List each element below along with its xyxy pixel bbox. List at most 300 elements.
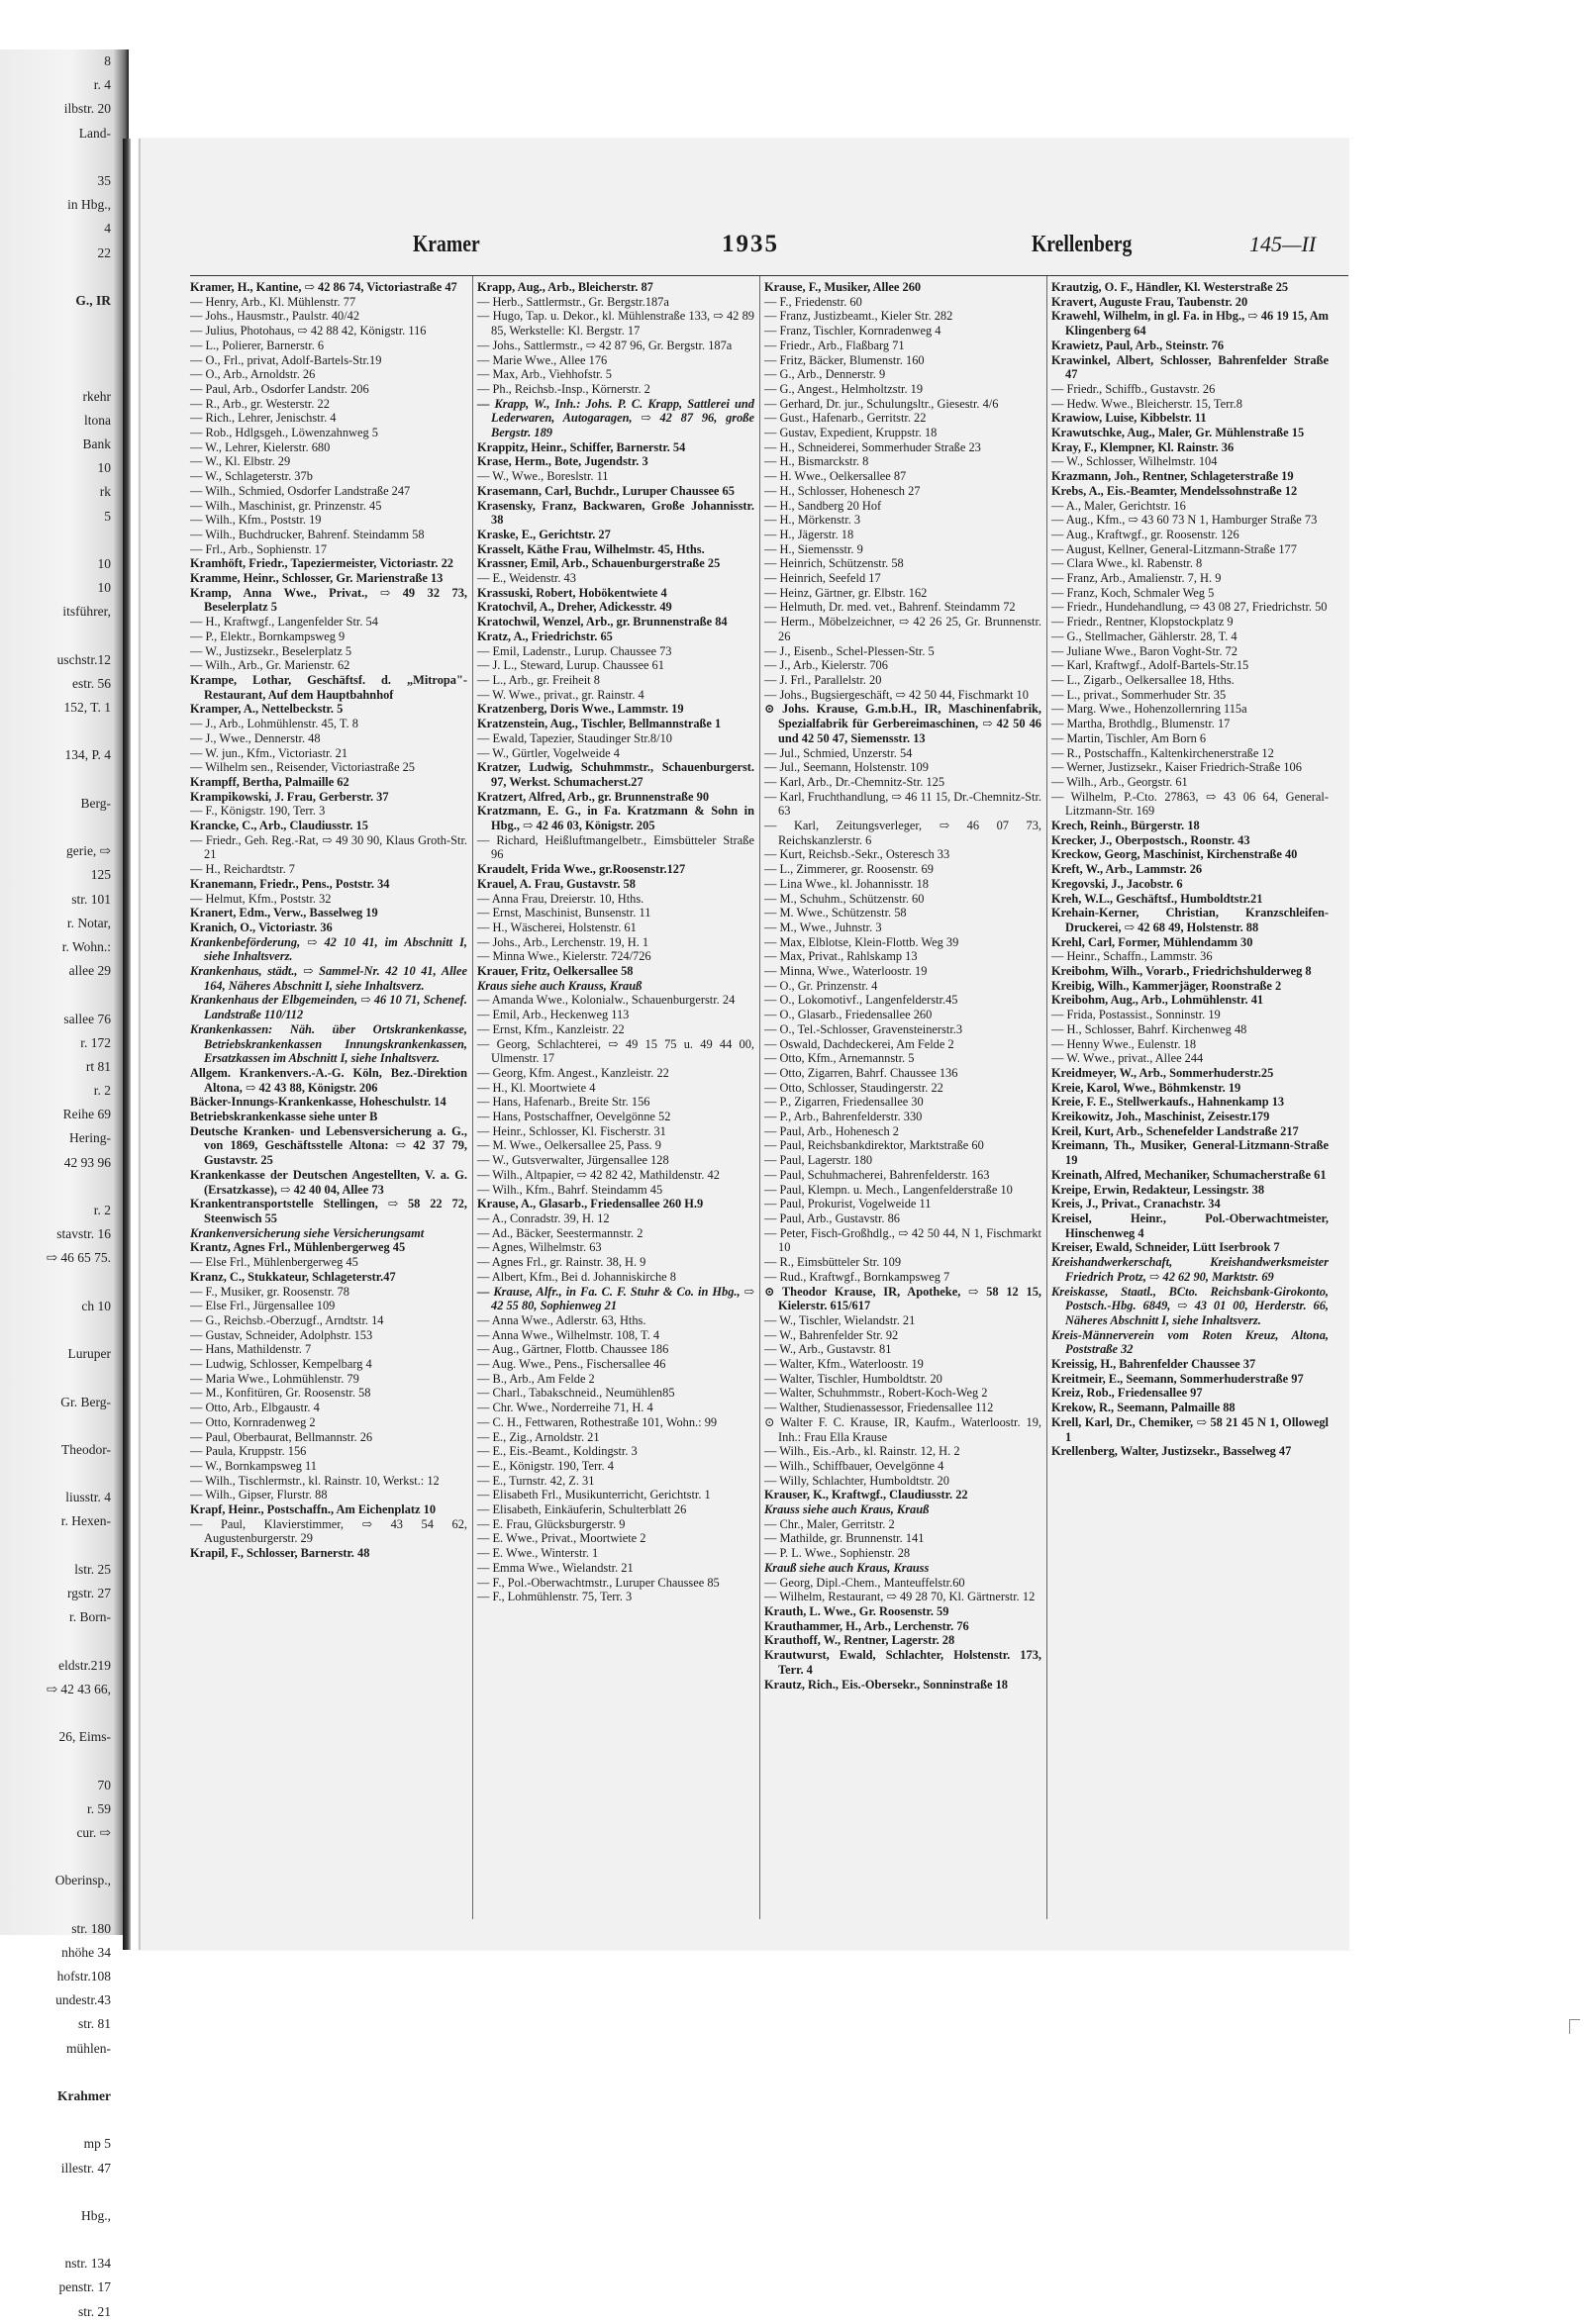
directory-entry: Krancke, C., Arb., Claudiusstr. 15 — [190, 819, 368, 833]
adjacent-page-fragment: Krahmer — [57, 2087, 111, 2103]
directory-entry: Kraudelt, Frida Wwe., gr.Roosenstr.127 — [477, 862, 686, 877]
directory-entry: — Clara Wwe., kl. Rabenstr. 8 — [1051, 556, 1203, 571]
directory-entry: — Frida, Postassist., Sonninstr. 19 — [1051, 1008, 1221, 1022]
directory-entry: — Wilh., Maschinist, gr. Prinzenstr. 45 — [190, 498, 382, 513]
directory-entry: — G., Stellmacher, Gählerstr. 28, T. 4 — [1051, 629, 1238, 643]
directory-entry: — M., Konfitüren, Gr. Roosenstr. 58 — [190, 1386, 371, 1401]
directory-entry: Krauss siehe auch Kraus, Krauß — [764, 1502, 930, 1517]
adjacent-page-fragment: 70 — [97, 1777, 111, 1792]
adjacent-page-fragment: 22 — [97, 244, 111, 260]
directory-entry: — E. Frau, Glücksburgerstr. 9 — [477, 1516, 626, 1531]
adjacent-page-fragment — [0, 1845, 129, 1869]
adjacent-page-fragment: 5 — [104, 508, 111, 524]
directory-entry: — Gerhard, Dr. jur., Schulungsltr., Giesestr. 4/6 — [764, 396, 999, 411]
adjacent-page-fragment — [0, 1271, 129, 1295]
directory-entry: — E. Wwe., Winterstr. 1 — [477, 1546, 599, 1561]
directory-entry: — Martin, Tischler, Am Born 6 — [1051, 730, 1207, 745]
directory-entry: Krase, Herm., Bote, Jugendstr. 3 — [477, 454, 648, 469]
directory-entry: Krautwurst, Ewald, Schlachter, Holstenstr. 173, Terr. 4 — [764, 1648, 1041, 1677]
adjacent-page-fragment: illestr. 47 — [60, 2160, 111, 2176]
header-year: 1935 — [722, 231, 779, 257]
adjacent-page-fragment: ⇨ 46 65 75. — [46, 1250, 111, 1266]
directory-entry: — W., Justizsekr., Beselerplatz 5 — [190, 643, 352, 658]
adjacent-page-fragment — [0, 2228, 129, 2252]
column-divider — [1046, 276, 1047, 1919]
adjacent-page-fragment: str. 180 — [71, 1920, 111, 1936]
directory-entry: Kratzert, Alfred, Arb., gr. Brunnenstraße 90 — [477, 789, 710, 804]
directory-entry: — Wilhelm sen., Reisender, Victoriastraße 25 — [190, 760, 415, 775]
adjacent-page-fragment: 134, P. 4 — [64, 747, 111, 763]
adjacent-page-fragment: allee 29 — [68, 963, 111, 979]
directory-entry: — O., Gr. Prinzenstr. 4 — [764, 978, 878, 993]
directory-entry: Kranemann, Friedr., Pens., Poststr. 34 — [190, 876, 390, 891]
adjacent-page-fragment: liusstr. 4 — [65, 1490, 111, 1505]
entry-columns — [190, 275, 1348, 1919]
directory-entry: — Johs., Hausmstr., Paulstr. 40/42 — [190, 309, 360, 324]
directory-entry: — Herm., Möbelzeichner, ⇨ 42 26 25, Gr. Brunnenstr. 26 — [764, 615, 1041, 643]
adjacent-page-fragment: r. 4 — [93, 77, 111, 93]
directory-entry: — Karl, Arb., Dr.-Chemnitz-Str. 125 — [764, 774, 945, 789]
directory-entry: Kreis, J., Privat., Cranachstr. 34 — [1051, 1197, 1221, 1211]
directory-entry: Krapf, Heinr., Postschaffn., Am Eichenplatz 10 — [190, 1502, 437, 1517]
directory-entry: — W., Schlosser, Wilhelmstr. 104 — [1051, 454, 1218, 469]
adjacent-page-fragment: 10 — [97, 460, 111, 476]
directory-entry: — Paul, Reichsbankdirektor, Marktstraße 60 — [764, 1138, 984, 1153]
directory-entry: — Wilh., Kfm., Poststr. 19 — [190, 513, 322, 528]
directory-entry: Kratzenberg, Doris Wwe., Lammstr. 19 — [477, 702, 684, 717]
directory-entry: Krasensky, Franz, Backwaren, Große Johannisstr. 38 — [477, 498, 754, 528]
directory-entry: — Herb., Sattlermstr., Gr. Bergstr.187a — [477, 294, 669, 309]
directory-entry: — Rob., Hdlgsgeh., Löwenzahnweg 5 — [190, 426, 378, 440]
directory-entry: — H., Schlosser, Hohenesch 27 — [764, 483, 921, 498]
adjacent-page-fragment: r. 2 — [93, 1083, 111, 1099]
adjacent-page-fragment: Luruper — [67, 1346, 111, 1362]
directory-entry: — Marie Wwe., Allee 176 — [477, 352, 608, 367]
adjacent-page-fragment: lstr. 25 — [74, 1561, 111, 1577]
adjacent-page-fragment: rk — [99, 484, 111, 500]
directory-entry: — M., Wwe., Juhnstr. 3 — [764, 920, 882, 934]
directory-entry: Krankenversicherung siehe Versicherungsamt — [190, 1225, 425, 1240]
adjacent-page-fragment — [0, 145, 129, 169]
directory-entry: — Franz, Koch, Schmaler Weg 5 — [1051, 585, 1215, 600]
directory-entry: — B., Arb., Am Felde 2 — [477, 1371, 595, 1386]
directory-entry: — G., Reichsb.-Oberzugf., Arndtstr. 14 — [190, 1312, 384, 1327]
directory-entry: Kreishandwerkerschaft, Kreishandwerksmeister Friedrich Protz, ⇨ 42 62 90, Marktstr. 69 — [1051, 1255, 1329, 1284]
adjacent-page-fragment: Gr. Berg- — [60, 1394, 111, 1409]
adjacent-page-fragment: 8 — [104, 53, 111, 68]
directory-entry: — Elisabeth Frl., Musikunterricht, Gerichtstr. 1 — [477, 1488, 711, 1502]
directory-entry: — Wilh., Eis.-Arb., kl. Rainstr. 12, H. 2 — [764, 1444, 960, 1459]
directory-entry: — Hans, Hafenarb., Breite Str. 156 — [477, 1095, 650, 1110]
adjacent-page-fragment — [0, 1414, 129, 1438]
directory-entry: Krassner, Emil, Arb., Schauenburgerstraße 25 — [477, 556, 721, 571]
directory-entry: — M. Wwe., Schützenstr. 58 — [764, 906, 907, 920]
directory-entry: — Else Frl., Mühlenbergerweg 45 — [190, 1255, 358, 1270]
directory-entry: — L., Zigarb., Oelkersallee 18, Hths. — [1051, 672, 1235, 687]
adjacent-page-fragment — [0, 1366, 129, 1390]
directory-entry: — J., Eisenb., Schel-Plessen-Str. 5 — [764, 643, 935, 658]
adjacent-page-fragment — [0, 1175, 129, 1199]
column-divider — [759, 276, 760, 1919]
adjacent-page-fragment: Reihe 69 — [62, 1107, 111, 1122]
adjacent-page-fragment: rt 81 — [85, 1058, 111, 1074]
directory-entry: — Paula, Kruppstr. 156 — [190, 1444, 307, 1459]
directory-entry: — Oswald, Dachdeckerei, Am Felde 2 — [764, 1036, 954, 1051]
column-2 — [477, 280, 754, 1923]
adjacent-page-fragment — [0, 313, 129, 337]
directory-entry: Kreipe, Erwin, Redakteur, Lessingstr. 38 — [1051, 1182, 1265, 1197]
directory-entry: — Hugo, Tap. u. Dekor., kl. Mühlenstraße 133, ⇨ 42 89 85, Werkstelle: Kl. Bergstr. 17 — [477, 309, 754, 339]
directory-entry: — Chr. Wwe., Norderreihe 71, H. 4 — [477, 1401, 653, 1415]
adjacent-page-fragment: stavstr. 16 — [56, 1226, 111, 1242]
directory-entry: — Jul., Seemann, Holstenstr. 109 — [764, 760, 929, 775]
directory-entry: Kreiz, Rob., Friedensallee 97 — [1051, 1386, 1203, 1401]
directory-entry: Kreie, F. E., Stellwerkaufs., Hahnenkamp 13 — [1051, 1095, 1285, 1110]
directory-entry: — Rich., Lehrer, Jenischstr. 4 — [190, 411, 337, 426]
adjacent-page-fragment: eldstr.219 — [58, 1657, 111, 1673]
directory-entry: — C. H., Fettwaren, Rothestraße 101, Wohn.: 99 — [477, 1414, 718, 1429]
adjacent-page-fragment: cur. ⇨ — [76, 1824, 111, 1840]
directory-entry: — Hans, Postschaffner, Oevelgönne 52 — [477, 1110, 671, 1124]
directory-entry: — Georg, Kfm. Angest., Kanzleistr. 22 — [477, 1065, 669, 1080]
directory-entry: — Friedr., Geh. Reg.-Rat, ⇨ 49 30 90, Klaus Groth-Str. 21 — [190, 832, 467, 862]
directory-entry: — H., Schneiderei, Sommerhuder Straße 23 — [764, 439, 981, 454]
adjacent-page-fragment: in Hbg., — [67, 197, 111, 213]
adjacent-page-fragment — [0, 1318, 129, 1342]
directory-entry: Krampff, Bertha, Palmaille 62 — [190, 774, 349, 789]
directory-entry: — Walter, Kfm., Waterloostr. 19 — [764, 1357, 924, 1372]
directory-entry: — Gustav, Schneider, Adolphstr. 153 — [190, 1327, 373, 1342]
directory-entry: — Karl, Fruchthandlung, ⇨ 46 11 15, Dr.-Chemnitz-Str. 63 — [764, 789, 1041, 819]
adjacent-page-fragment: 4 — [104, 221, 111, 237]
directory-entry: — Ludwig, Schlosser, Kempelbarg 4 — [190, 1357, 372, 1372]
directory-entry: ⊙ Walter F. C. Krause, IR, Kaufm., Waterloostr. 19, Inh.: Frau Ella Krause — [764, 1414, 1041, 1444]
directory-entry: — Aug., Gärtner, Flottb. Chaussee 186 — [477, 1342, 669, 1357]
directory-entry: Krehain-Kerner, Christian, Kranzschleifen-Druckerei, ⇨ 42 68 49, Holstenstr. 88 — [1051, 906, 1329, 934]
directory-entry: Krankenhaus der Elbgemeinden, ⇨ 46 10 71, Schenef. Landstraße 110/112 — [190, 993, 467, 1022]
directory-entry: — Paul, Lagerstr. 180 — [764, 1153, 873, 1168]
directory-entry: Kraske, E., Gerichtstr. 27 — [477, 527, 611, 541]
directory-entry: — Albert, Kfm., Bei d. Johanniskirche 8 — [477, 1269, 676, 1284]
header-last-entry: Krellenberg — [1032, 232, 1133, 257]
adjacent-page-fragment: 125 — [90, 867, 111, 883]
adjacent-page-fragment — [0, 360, 129, 384]
directory-entry: Krankentransportstelle Stellingen, ⇨ 58 22 72, Steenwisch 55 — [190, 1197, 467, 1225]
directory-entry: Krasemann, Carl, Buchdr., Luruper Chaussee 65 — [477, 483, 735, 498]
directory-entry: — Walther, Studienassessor, Friedensallee 112 — [764, 1401, 994, 1415]
directory-entry: ⊙ Johs. Krause, G.m.b.H., IR, Maschinenfabrik, Spezialfabrik für Gerbereimaschinen, ⇨ 42 50 46 und 42 50 47, Siemensstr. 13 — [764, 702, 1041, 745]
directory-entry: Kreissig, H., Bahrenfelder Chaussee 37 — [1051, 1357, 1256, 1372]
directory-entry: — P. L. Wwe., Sophienstr. 28 — [764, 1546, 911, 1561]
directory-entry: — Marg. Wwe., Hohenzollernring 115a — [1051, 702, 1247, 717]
directory-entry: — Frl., Arb., Sophienstr. 17 — [190, 541, 328, 556]
directory-entry: — Kurt, Reichsb.-Sekr., Osteresch 33 — [764, 847, 950, 862]
directory-entry: Kramhöft, Friedr., Tapeziermeister, Victoriastr. 22 — [190, 556, 454, 571]
directory-entry: — A., Maler, Gerichtstr. 16 — [1051, 498, 1186, 513]
directory-entry: — L., privat., Sommerhuder Str. 35 — [1051, 687, 1227, 702]
directory-entry: — Ewald, Tapezier, Staudinger Str.8/10 — [477, 730, 672, 745]
directory-entry: — W., Lehrer, Kielerstr. 680 — [190, 439, 331, 454]
adjacent-page-fragment: r. 172 — [80, 1034, 111, 1050]
directory-entry: Krekow, R., Seemann, Palmaille 88 — [1051, 1401, 1236, 1415]
directory-entry: — H., Schlosser, Bahrf. Kirchenweg 48 — [1051, 1021, 1247, 1036]
scan-corner-mark — [1569, 2019, 1580, 2034]
directory-entry: — Karl, Kraftwgf., Adolf-Bartels-Str.15 — [1051, 658, 1249, 673]
adjacent-page-fragment — [0, 265, 129, 289]
directory-entry: — W., Bahrenfelder Str. 92 — [764, 1327, 899, 1342]
directory-entry: — Wilh., Altpapier, ⇨ 42 82 42, Mathildenstr. 42 — [477, 1167, 720, 1182]
directory-entry: Krampe, Lothar, Geschäftsf. d. „Mitropa"-Restaurant, Auf dem Hauptbahnhof — [190, 672, 467, 702]
adjacent-page-fragment: gerie, ⇨ — [65, 843, 111, 859]
directory-entry: — Paul, Arb., Hohenesch 2 — [764, 1123, 899, 1138]
directory-entry: Krehl, Carl, Former, Mühlendamm 30 — [1051, 934, 1253, 949]
adjacent-page-fragment — [0, 1462, 129, 1486]
directory-entry: — Franz, Arb., Amalienstr. 7, H. 9 — [1051, 571, 1222, 586]
directory-entry: — Wilhelm, Restaurant, ⇨ 49 28 70, Kl. Gärtnerstr. 12 — [764, 1590, 1036, 1604]
directory-entry: Krazmann, Joh., Rentner, Schlageterstraße 19 — [1051, 469, 1294, 484]
directory-entry: Krellenberg, Walter, Justizsekr., Basselweg 47 — [1051, 1444, 1292, 1459]
directory-entry: ⊙ Theodor Krause, IR, Apotheke, ⇨ 58 12 15, Kielerstr. 615/617 — [764, 1284, 1041, 1313]
directory-entry: — Juliane Wwe., Baron Voght-Str. 72 — [1051, 643, 1238, 658]
directory-entry: — Fritz, Bäcker, Blumenstr. 160 — [764, 352, 925, 367]
directory-entry: — Werner, Justizsekr., Kaiser Friedrich-Straße 106 — [1051, 760, 1302, 775]
adjacent-page-fragment: Hering- — [69, 1130, 111, 1146]
adjacent-page-fragment — [0, 2061, 129, 2084]
directory-entry: — R., Arb., gr. Westerstr. 22 — [190, 396, 330, 411]
header-first-entry: Kramer — [413, 232, 480, 257]
directory-entry: — W. Wwe., privat., gr. Rainstr. 4 — [477, 687, 644, 702]
directory-entry: — Franz, Tischler, Kornradenweg 4 — [764, 324, 941, 339]
directory-entry: — Gust., Hafenarb., Gerritstr. 22 — [764, 411, 927, 426]
adjacent-page-fragment: str. 101 — [71, 891, 111, 907]
directory-entry: — Otto, Kfm., Arnemannstr. 5 — [764, 1051, 915, 1066]
directory-entry: Kreckow, Georg, Maschinist, Kirchenstraße 40 — [1051, 847, 1298, 862]
directory-entry: — Heinr., Schaffn., Lammstr. 36 — [1051, 949, 1213, 964]
adjacent-page-fragment: G., IR — [75, 292, 111, 308]
directory-entry: — E., Weidenstr. 43 — [477, 571, 576, 586]
adjacent-page-fragment: r. Wohn.: — [61, 938, 111, 954]
directory-entry: — W., Arb., Gustavstr. 81 — [764, 1342, 892, 1357]
directory-entry: — Paul, Schuhmacherei, Bahrenfelderstr. 163 — [764, 1167, 990, 1182]
directory-entry: — Otto, Arb., Elbgaustr. 4 — [190, 1401, 320, 1415]
directory-entry: Krawietz, Paul, Arb., Steinstr. 76 — [1051, 338, 1225, 352]
directory-entry: — Wilh., Gipser, Flurstr. 88 — [190, 1488, 328, 1502]
directory-entry: — G., Arb., Dennerstr. 9 — [764, 367, 886, 382]
directory-entry: — H., Reichardtstr. 7 — [190, 862, 295, 877]
directory-entry: — H. Wwe., Oelkersallee 87 — [764, 469, 907, 484]
directory-entry: — Paul, Prokurist, Vogelweide 11 — [764, 1197, 932, 1211]
directory-entry: Krauel, A. Frau, Gustavstr. 58 — [477, 876, 636, 891]
directory-entry: Krauser, K., Kraftwgf., Claudiusstr. 22 — [764, 1488, 968, 1502]
directory-entry: — H., Siemensstr. 9 — [764, 541, 863, 556]
adjacent-page-fragment: r. Hexen- — [60, 1513, 111, 1529]
adjacent-page-fragment: uschstr.12 — [56, 651, 111, 667]
adjacent-page-fragment: r. Notar, — [66, 915, 111, 930]
adjacent-page-fragment: 35 — [97, 172, 111, 188]
directory-entry: — F., Lohmühlenstr. 75, Terr. 3 — [477, 1590, 633, 1604]
directory-entry: — W., Schlageterstr. 37b — [190, 469, 313, 484]
directory-entry: Kreisel, Heinr., Pol.-Oberwachtmeister, Hinschenweg 4 — [1051, 1211, 1329, 1240]
directory-entry: Kray, F., Klempner, Kl. Rainstr. 36 — [1051, 439, 1235, 454]
directory-entry: Kreibig, Wilh., Kammerjäger, Roonstraße 2 — [1051, 978, 1282, 993]
directory-entry: — Karl, Zeitungsverleger, ⇨ 46 07 73, Reichskanzlerstr. 6 — [764, 819, 1041, 847]
directory-entry: — Anna Wwe., Wilhelmstr. 108, T. 4 — [477, 1327, 660, 1342]
directory-entry: — Wilh., Kfm., Bahrf. Steindamm 45 — [477, 1182, 663, 1197]
adjacent-page-fragment — [0, 337, 129, 360]
directory-entry: — F., Königstr. 190, Terr. 3 — [190, 804, 326, 819]
directory-entry: Kreitmeir, E., Seemann, Sommerhuderstraße 97 — [1051, 1371, 1304, 1386]
directory-entry: — Walter, Schuhmmstr., Robert-Koch-Weg 2 — [764, 1386, 988, 1401]
directory-entry: — Jul., Schmied, Unzerstr. 54 — [764, 745, 913, 760]
directory-entry: Krapp, Aug., Arb., Bleicherstr. 87 — [477, 280, 653, 294]
directory-entry: Krawiow, Luise, Kibbelstr. 11 — [1051, 411, 1207, 426]
directory-entry: — Franz, Justizbeamt., Kieler Str. 282 — [764, 309, 953, 324]
directory-entry: — August, Kellner, General-Litzmann-Straße 177 — [1051, 541, 1297, 556]
adjacent-page-fragment: rkehr — [82, 388, 111, 404]
directory-entry: — Lina Wwe., kl. Johannisstr. 18 — [764, 876, 929, 891]
directory-entry: — Martha, Brothdlg., Blumenstr. 17 — [1051, 717, 1231, 731]
directory-entry: — Minna, Wwe., Waterloostr. 19 — [764, 964, 928, 979]
directory-entry: — W., Tischler, Wielandstr. 21 — [764, 1312, 916, 1327]
directory-entry: — Ernst, Kfm., Kanzleistr. 22 — [477, 1021, 625, 1036]
directory-entry: Krech, Reinh., Bürgerstr. 18 — [1051, 819, 1200, 833]
directory-entry: — Johs., Sattlermstr., ⇨ 42 87 96, Gr. Bergstr. 187a — [477, 338, 733, 352]
directory-entry: — Helmuth, Dr. med. vet., Bahrenf. Steindamm 72 — [764, 600, 1016, 615]
directory-entry: — Agnes Frl., gr. Rainstr. 38, H. 9 — [477, 1255, 646, 1270]
directory-entry: — Amanda Wwe., Kolonialw., Schauenburgerstr. 24 — [477, 993, 736, 1008]
adjacent-page-fragment — [0, 529, 129, 552]
directory-entry: Betriebskrankenkasse siehe unter B — [190, 1110, 378, 1124]
directory-entry: Krebs, A., Eis.-Beamter, Mendelssohnstraße 12 — [1051, 483, 1298, 498]
directory-entry: — Hans, Mathildenstr. 7 — [190, 1342, 312, 1357]
directory-entry: Kreh, W.L., Geschäftsf., Humboldtstr.21 — [1051, 891, 1263, 906]
directory-entry: — H., Jägerstr. 18 — [764, 527, 854, 541]
directory-entry: — R., Eimsbütteler Str. 109 — [764, 1255, 902, 1270]
column-3 — [764, 280, 1041, 1923]
directory-entry: — R., Postschaffn., Kaltenkirchenerstraße 12 — [1051, 745, 1274, 760]
directory-entry: — L., Arb., gr. Freiheit 8 — [477, 672, 600, 687]
directory-entry: — Paul, Oberbaurat, Bellmannstr. 26 — [190, 1429, 373, 1444]
directory-entry: — Wilh., Schiffbauer, Oevelgönne 4 — [764, 1458, 944, 1473]
directory-entry: Krecker, J., Oberpostsch., Roonstr. 43 — [1051, 832, 1250, 847]
directory-entry: — Chr., Maler, Gerritstr. 2 — [764, 1516, 895, 1531]
directory-entry: Deutsche Kranken- und Lebensversicherung a. G., von 1869, Geschäftsstelle Altona: ⇨ 42 37 79, Gustavstr. 25 — [190, 1123, 467, 1168]
directory-entry: — Johs., Arb., Lerchenstr. 19, H. 1 — [477, 934, 649, 949]
adjacent-page-fragment: Bank — [82, 436, 111, 451]
adjacent-page-fragment: ltona — [84, 412, 111, 428]
directory-entry: Krell, Karl, Dr., Chemiker, ⇨ 58 21 45 N 1, Ollowegl 1 — [1051, 1414, 1329, 1444]
directory-entry: Kreis-Männerverein vom Roten Kreuz, Altona, Poststraße 32 — [1051, 1327, 1329, 1357]
directory-entry: — Krapp, W., Inh.: Johs. P. C. Krapp, Sattlerei und Lederwaren, Autogaragen, ⇨ 42 87 96, große Bergstr. 189 — [477, 396, 754, 440]
directory-entry: Kreft, W., Arb., Lammstr. 26 — [1051, 862, 1203, 877]
directory-entry: — Otto, Schlosser, Staudingerstr. 22 — [764, 1080, 943, 1095]
adjacent-page-fragment: estr. 56 — [72, 675, 111, 691]
directory-entry: — Paul, Arb., Gustavstr. 86 — [764, 1211, 900, 1225]
directory-entry: Kramme, Heinr., Schlosser, Gr. Marienstraße 13 — [190, 571, 444, 586]
directory-entry: — Max, Arb., Viehhofstr. 5 — [477, 367, 613, 382]
directory-entry: — O., Arb., Arnoldstr. 26 — [190, 367, 316, 382]
directory-entry: — O., Frl., privat, Adolf-Bartels-Str.19 — [190, 352, 382, 367]
directory-entry: Kratzmann, E. G., in Fa. Kratzmann & Sohn in Hbg., ⇨ 42 46 03, Königstr. 205 — [477, 804, 754, 833]
directory-entry: — E., Turnstr. 42, Z. 31 — [477, 1473, 595, 1488]
directory-entry: Kramer, H., Kantine, ⇨ 42 86 74, Victoriastraße 47 — [190, 280, 457, 294]
adjacent-page-fragment — [0, 2108, 129, 2132]
directory-entry: Krankenhaus, städt., ⇨ Sammel-Nr. 42 10 41, Allee 164, Näheres Abschnitt I, siehe Inhaltsverz. — [190, 964, 467, 993]
page-header — [190, 225, 1329, 264]
adjacent-page-fragment — [0, 1534, 129, 1558]
directory-entry: Krauthammer, H., Arb., Lerchenstr. 76 — [764, 1618, 969, 1633]
directory-entry: Kraus siehe auch Krauss, Krauß — [477, 978, 643, 993]
directory-entry: — Heinrich, Schützenstr. 58 — [764, 556, 904, 571]
directory-entry: — Wilh., Arb., Georgstr. 61 — [1051, 774, 1188, 789]
directory-entry: — Krause, Alfr., in Fa. C. F. Stuhr & Co. in Hbg., ⇨ 42 55 80, Sophienweg 21 — [477, 1284, 754, 1313]
directory-entry: Kregovski, J., Jacobstr. 6 — [1051, 876, 1183, 891]
directory-entry: — M. Wwe., Oelkersallee 25, Pass. 9 — [477, 1138, 661, 1153]
directory-entry: — Johs., Bugsiergeschäft, ⇨ 42 50 44, Fischmarkt 10 — [764, 687, 1029, 702]
directory-entry: — F., Friedenstr. 60 — [764, 294, 862, 309]
adjacent-page-fragment: Theodor- — [61, 1441, 111, 1457]
adjacent-page-strip — [0, 49, 129, 2319]
directory-entry: — H., Wäscherei, Holstenstr. 61 — [477, 920, 637, 934]
directory-entry: Kranz, C., Stukkateur, Schlageterstr.47 — [190, 1269, 396, 1284]
adjacent-page-fragment: sallee 76 — [63, 1011, 111, 1026]
directory-entry: Krautzig, O. F., Händler, Kl. Westerstraße 25 — [1051, 280, 1289, 294]
adjacent-page-fragment — [0, 625, 129, 648]
directory-entry: Krause, A., Glasarb., Friedensallee 260 H.9 — [477, 1197, 704, 1211]
directory-entry: Kravert, Auguste Frau, Taubenstr. 20 — [1051, 294, 1248, 309]
directory-entry: — Walter, Tischler, Humboldtstr. 20 — [764, 1371, 942, 1386]
directory-entry: Kreikowitz, Joh., Maschinist, Zeisestr.179 — [1051, 1110, 1270, 1124]
directory-entry: — Ph., Reichsb.-Insp., Körnerstr. 2 — [477, 381, 650, 396]
directory-entry: — W., Gürtler, Vogelweide 4 — [477, 745, 620, 760]
directory-entry: — Ernst, Maschinist, Bunsenstr. 11 — [477, 906, 651, 920]
directory-entry: Krauer, Fritz, Oelkersallee 58 — [477, 964, 634, 979]
directory-entry: — J. Frl., Parallelstr. 20 — [764, 672, 882, 687]
directory-entry: — H., Kraftwgf., Langenfelder Str. 54 — [190, 615, 378, 629]
directory-entry: — Friedr., Schiffb., Gustavstr. 26 — [1051, 381, 1216, 396]
directory-entry: — Anna Wwe., Adlerstr. 63, Hths. — [477, 1312, 646, 1327]
directory-entry: Kreibohm, Aug., Arb., Lohmühlenstr. 41 — [1051, 993, 1264, 1008]
directory-entry: — Heinz, Gärtner, gr. Elbstr. 162 — [764, 585, 928, 600]
directory-entry: Krapil, F., Schlosser, Barnerstr. 48 — [190, 1546, 370, 1561]
right-margin — [1349, 139, 1584, 1950]
adjacent-page-fragment: mühlen- — [66, 2040, 111, 2056]
directory-entry: — Julius, Photohaus, ⇨ 42 88 42, Königstr. 116 — [190, 324, 427, 339]
adjacent-page-fragment: Land- — [78, 125, 111, 141]
adjacent-page-fragment — [0, 2180, 129, 2204]
adjacent-page-fragment — [0, 720, 129, 743]
adjacent-page-fragment: r. 2 — [93, 1203, 111, 1217]
directory-entry: — W., Kl. Elbstr. 29 — [190, 454, 291, 469]
adjacent-page-fragment: Hbg., — [81, 2207, 111, 2223]
directory-entry: — Emil, Ladenstr., Lurup. Chaussee 73 — [477, 643, 672, 658]
directory-entry: Kreil, Kurt, Arb., Schenefelder Landstraße 217 — [1051, 1123, 1299, 1138]
adjacent-page-fragment — [0, 1892, 129, 1916]
directory-entry: — Georg, Schlachterei, ⇨ 49 15 75 u. 49 44 00, Ulmenstr. 17 — [477, 1036, 754, 1066]
directory-entry: Krankenbeförderung, ⇨ 42 10 41, im Abschnitt I, siehe Inhaltsverz. — [190, 934, 467, 964]
directory-entry: — G., Angest., Helmholtzstr. 19 — [764, 381, 924, 396]
directory-entry: — Max, Privat., Rahlskamp 13 — [764, 949, 918, 964]
adjacent-page-fragment: nstr. 134 — [64, 2256, 111, 2272]
adjacent-page-fragment: ch 10 — [81, 1298, 111, 1313]
directory-entry: Krauß siehe auch Kraus, Krauss — [764, 1560, 930, 1575]
directory-entry: — Aug., Kraftwgf., gr. Roosenstr. 126 — [1051, 527, 1239, 541]
adjacent-page-fragment: itsführer, — [62, 604, 111, 620]
adjacent-page-fragment — [0, 768, 129, 792]
directory-entry: — P., Arb., Bahrenfelderstr. 330 — [764, 1110, 923, 1124]
adjacent-page-fragment: hofstr.108 — [56, 1969, 111, 1984]
directory-entry: — M., Schuhm., Schützenstr. 60 — [764, 891, 925, 906]
